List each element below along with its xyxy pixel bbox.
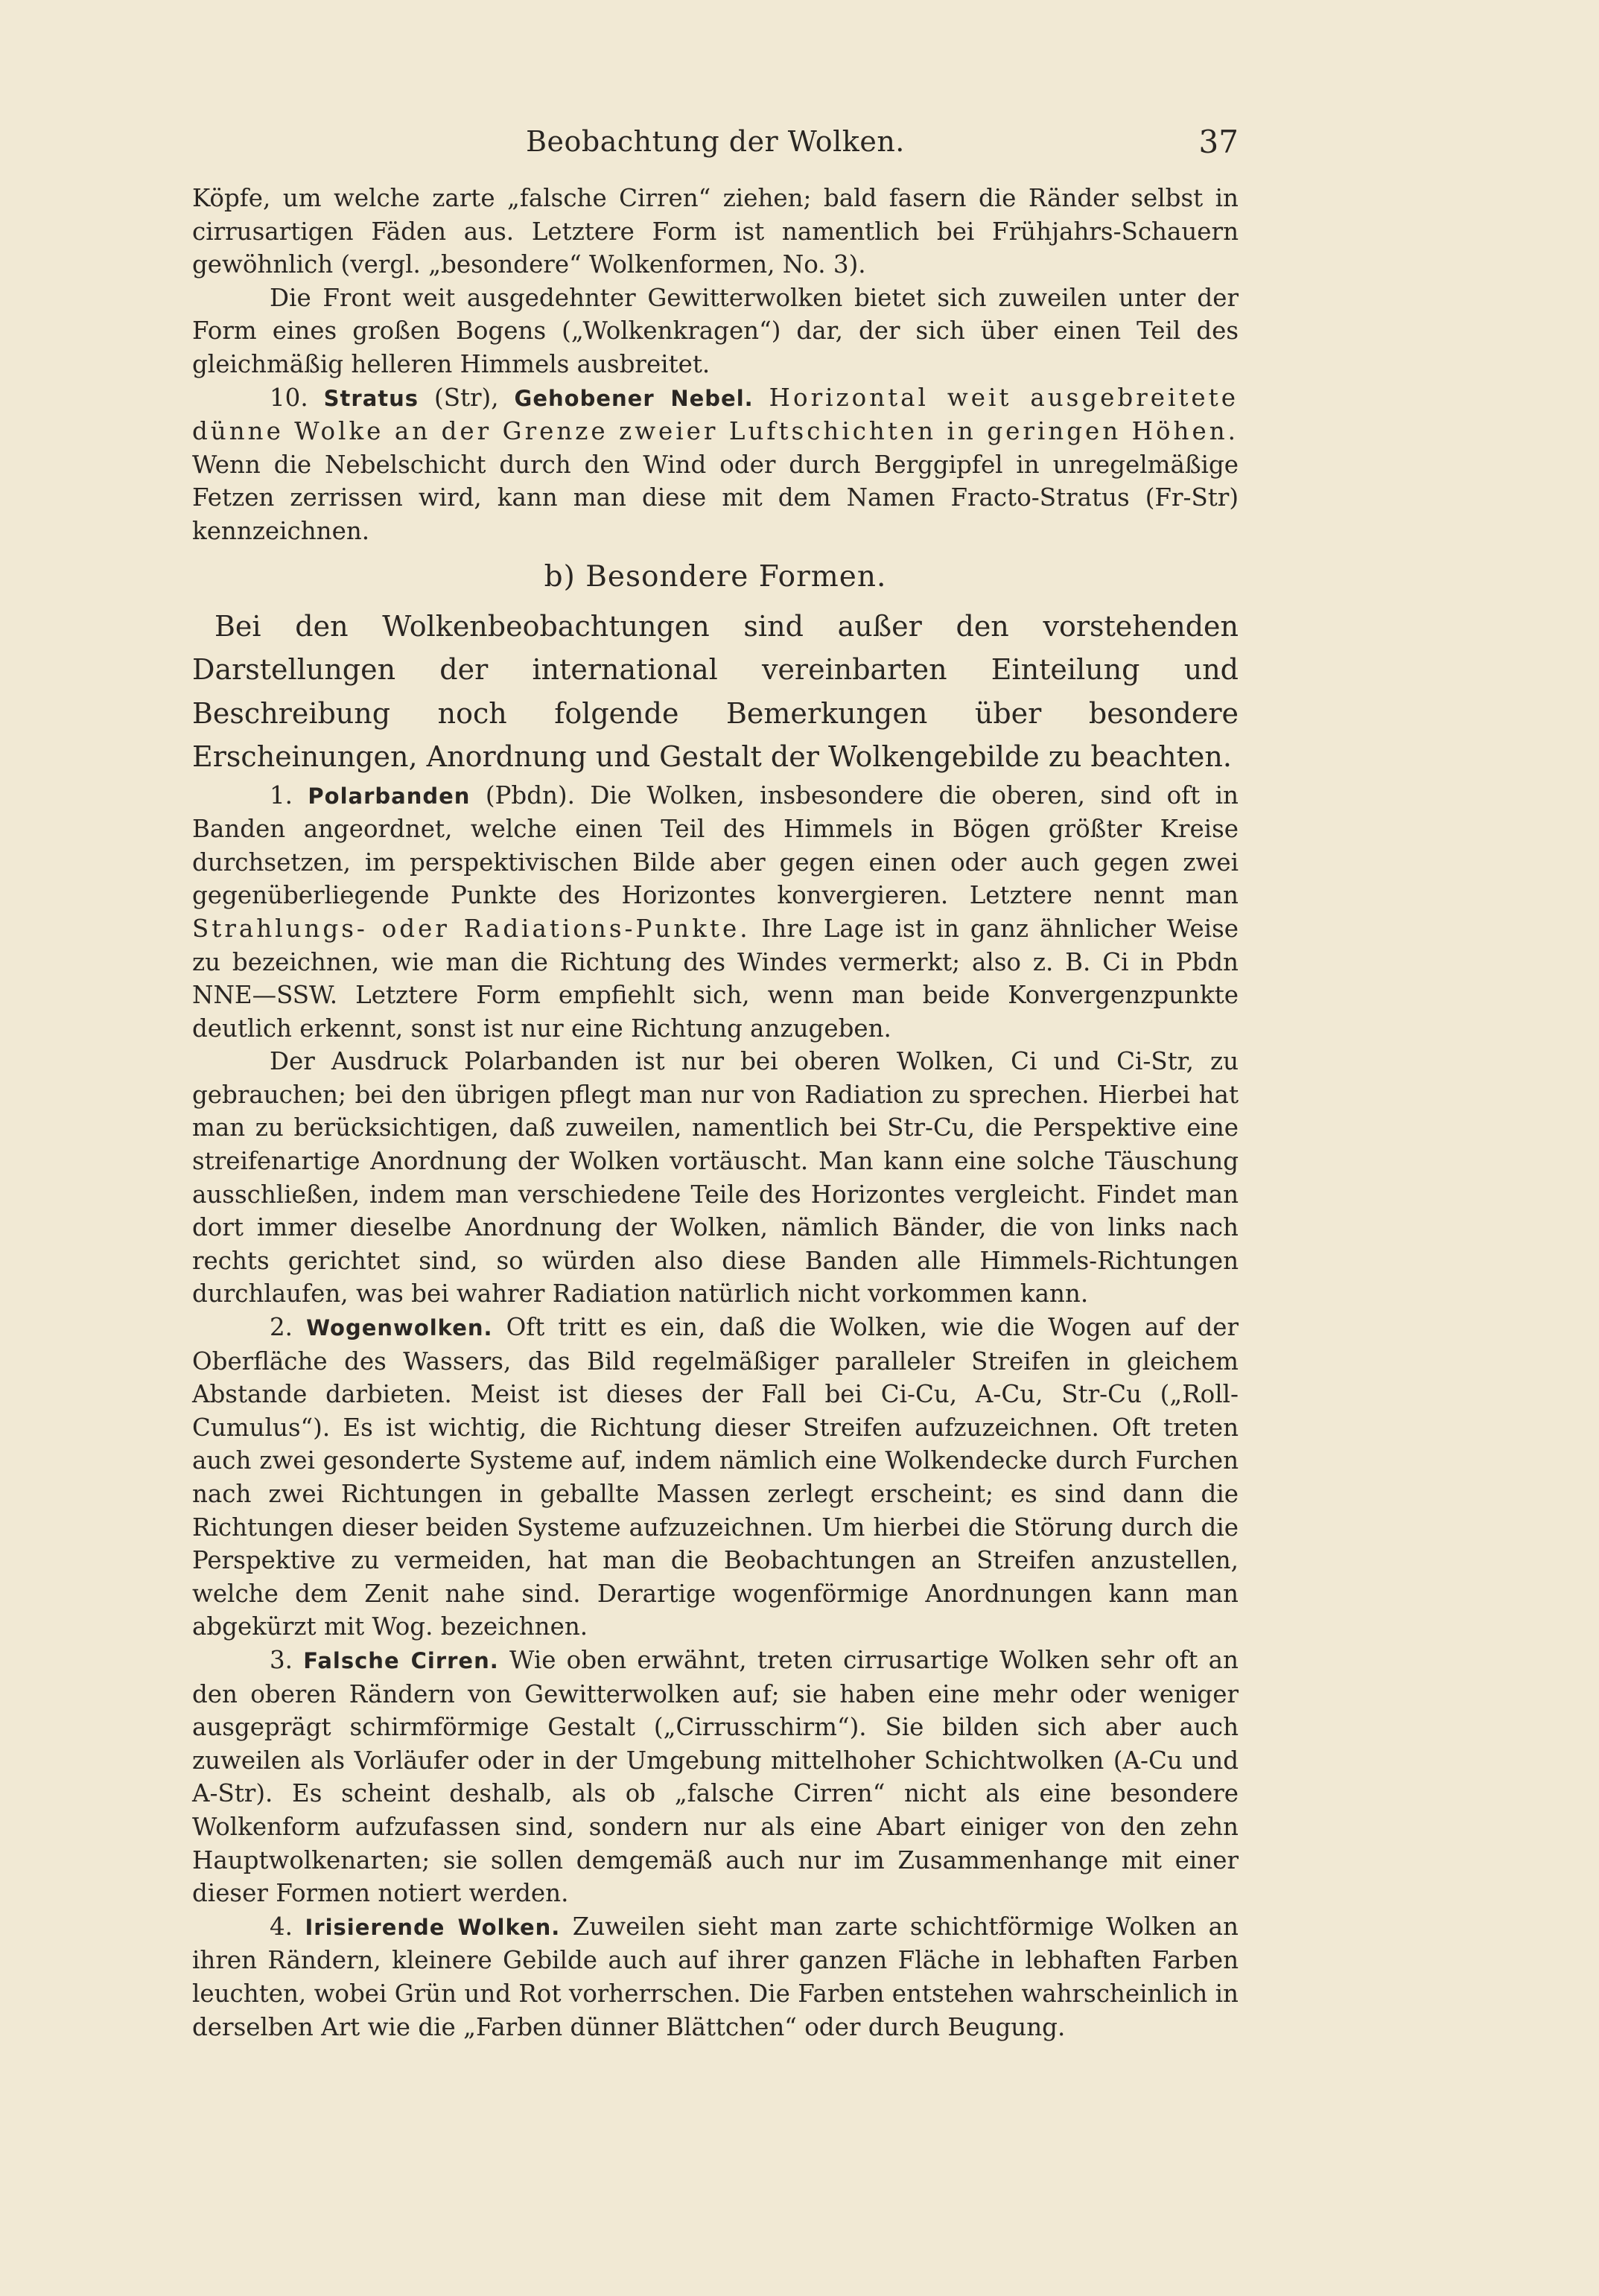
item-number: 4. xyxy=(270,1912,293,1941)
item-4-irisierende-wolken xyxy=(192,1910,1239,2044)
item-text: Zuweilen sieht man zarte schichtförmige Wolken an ihren Rändern, kleinere Gebilde auch auf ihrer ganzen Fläche in lebhaften Farben leuchten, wobei Grün und Rot vorherrschen. Die Farben entstehen wahrscheinlich in derselben Art wie die „Farben dünner Blättchen“ oder durch Beugung. xyxy=(192,1912,1239,2041)
item-number: 2. xyxy=(270,1313,293,1342)
page-number: 37 xyxy=(1198,124,1239,160)
item-spaced-text: Horizontal weit ausgebreitete dünne Wolke an der Grenze zweier Luftschichten in geringen Höhen. xyxy=(192,383,1239,446)
paragraph-front: Die Front weit ausgedehnter Gewitterwolken bietet sich zuweilen unter der Form eines großen Bogens („Wolkenkragen“) dar, der sich über einen Teil des gleichmäßig helleren Himmels ausbreitet. xyxy=(192,283,1239,378)
item-number: 1. xyxy=(270,780,293,810)
item-term: Polarbanden xyxy=(308,783,471,809)
item-text: Oft tritt es ein, daß die Wolken, wie die Wogen auf der Oberfläche des Wassers, das Bild regelmäßiger paralleler Streifen in gleichem Abstande darbieten. Meist ist dieses der Fall bei Ci-Cu, A-Cu, Str-Cu („Roll-Cumulus“). Es ist wichtig, die Richtung dieser Streifen aufzuzeichnen. Oft treten auch zwei gesonderte Systeme auf, indem nämlich eine Wolkendecke durch Furchen nach zwei Richtungen in geballte Massen zerlegt erscheint; es sind dann die Richtungen dieser beiden Systeme aufzuzeichnen. Um hierbei die Störung durch die Perspektive zu vermeiden, hat man die Beobachtungen an Streifen anzustellen, welche dem Zenit nahe sind. Derartige wogenförmige Anordnungen kann man abgekürzt mit Wog. bezeichnen. xyxy=(192,1313,1239,1641)
item-2-wogenwolken xyxy=(192,1311,1239,1644)
item-spaced-text: Strahlungs- oder Radiations-Punkte. xyxy=(192,914,751,943)
paragraph-continued: Köpfe, um welche zarte „falsche Cirren“ ziehen; bald fasern die Ränder selbst in cirrusartigen Fäden aus. Letztere Form ist namentlich bei Frühjahrs-Schauern gewöhnlich (vergl. „besondere“ Wolkenformen, No. 3). xyxy=(192,184,1239,279)
item-term: Stratus xyxy=(323,385,419,411)
item-text: Ihre Lage ist in ganz ähnlicher Weise zu bezeichnen, wie man die Richtung des Windes vermerkt; also z. B. Ci in Pbdn NNE—SSW. Letztere Form empfiehlt sich, wenn man beide Konvergenzpunkte deutlich erkennt, sonst ist nur eine Richtung anzugeben. xyxy=(192,914,1239,1043)
section-intro: Bei den Wolkenbeobachtungen sind außer den vorstehenden Darstellungen der international vereinbarten Einteilung und Beschreibung noch folgende Bemerkungen über besondere Erscheinungen, Anordnung und Gestalt der Wolkengebilde zu beachten. xyxy=(192,609,1239,774)
item-term: Wogenwolken. xyxy=(306,1315,493,1341)
running-title: Beobachtung der Wolken. xyxy=(526,125,905,158)
item-text: Wie oben erwähnt, treten cirrusartige Wolken sehr oft an den oberen Rändern von Gewitterwolken auf; sie haben eine mehr oder weniger ausgeprägt schirmförmige Gestalt („Cirrusschirm“). Sie bilden sich aber auch zuweilen als Vorläufer oder in der Umgebung mittelhoher Schichtwolken (A-Cu und A-Str). Es scheint deshalb, als ob „falsche Cirren“ nicht als eine besondere Wolkenform aufzufassen sind, sondern nur als eine Abart einiger von den zehn Hauptwolkenarten; sie sollen demgemäß auch nur im Zusammenhange mit einer dieser Formen notiert werden. xyxy=(192,1645,1239,1908)
body-text xyxy=(192,182,1239,2044)
section-heading: b) Besondere Formen. xyxy=(544,559,887,594)
item-1-polarbanden xyxy=(192,779,1239,1046)
item-term: Falsche Cirren. xyxy=(303,1647,499,1673)
item-number: 3. xyxy=(270,1645,293,1674)
item-abbr: (Str), xyxy=(434,383,499,412)
item-number: 10. xyxy=(270,383,308,412)
item-text: (Pbdn). Die Wolken, insbesondere die oberen, sind oft in Banden angeordnet, welche einen Teil des Himmels in Bögen größter Kreise durchsetzen, im perspektivischen Bilde aber gegen einen oder auch gegen zwei gegenüberliegende Punkte des Horizontes konvergieren. Letztere nennt man xyxy=(192,780,1239,910)
item-10-stratus xyxy=(192,381,1239,548)
page-header xyxy=(192,125,1239,167)
paragraph-polarbanden: Der Ausdruck Polarbanden ist nur bei oberen Wolken, Ci und Ci-Str, zu gebrauchen; bei den übrigen pflegt man nur von Radiation zu sprechen. Hierbei hat man zu berücksichtigen, daß zuweilen, namentlich bei Str-Cu, die Perspektive eine streifenartige Anordnung der Wolken vortäuscht. Man kann eine solche Täuschung ausschließen, indem man verschiedene Teile des Horizontes vergleicht. Findet man dort immer dieselbe Anordnung der Wolken, nämlich Bänder, die von links nach rechts gerichtet sind, so würden also diese Banden alle Himmels-Richtungen durchlaufen, was bei wahrer Radiation natürlich nicht vorkommen kann. xyxy=(192,1047,1239,1308)
item-term: Irisierende Wolken. xyxy=(305,1914,561,1940)
item-text: Wenn die Nebelschicht durch den Wind oder durch Berggipfel in unregelmäßige Fetzen zerrissen wird, kann man diese mit dem Namen Fracto-Stratus (Fr-Str) kennzeichnen. xyxy=(192,450,1239,545)
item-term-2: Gehobener Nebel. xyxy=(514,385,754,411)
item-3-falsche-cirren xyxy=(192,1644,1239,1910)
